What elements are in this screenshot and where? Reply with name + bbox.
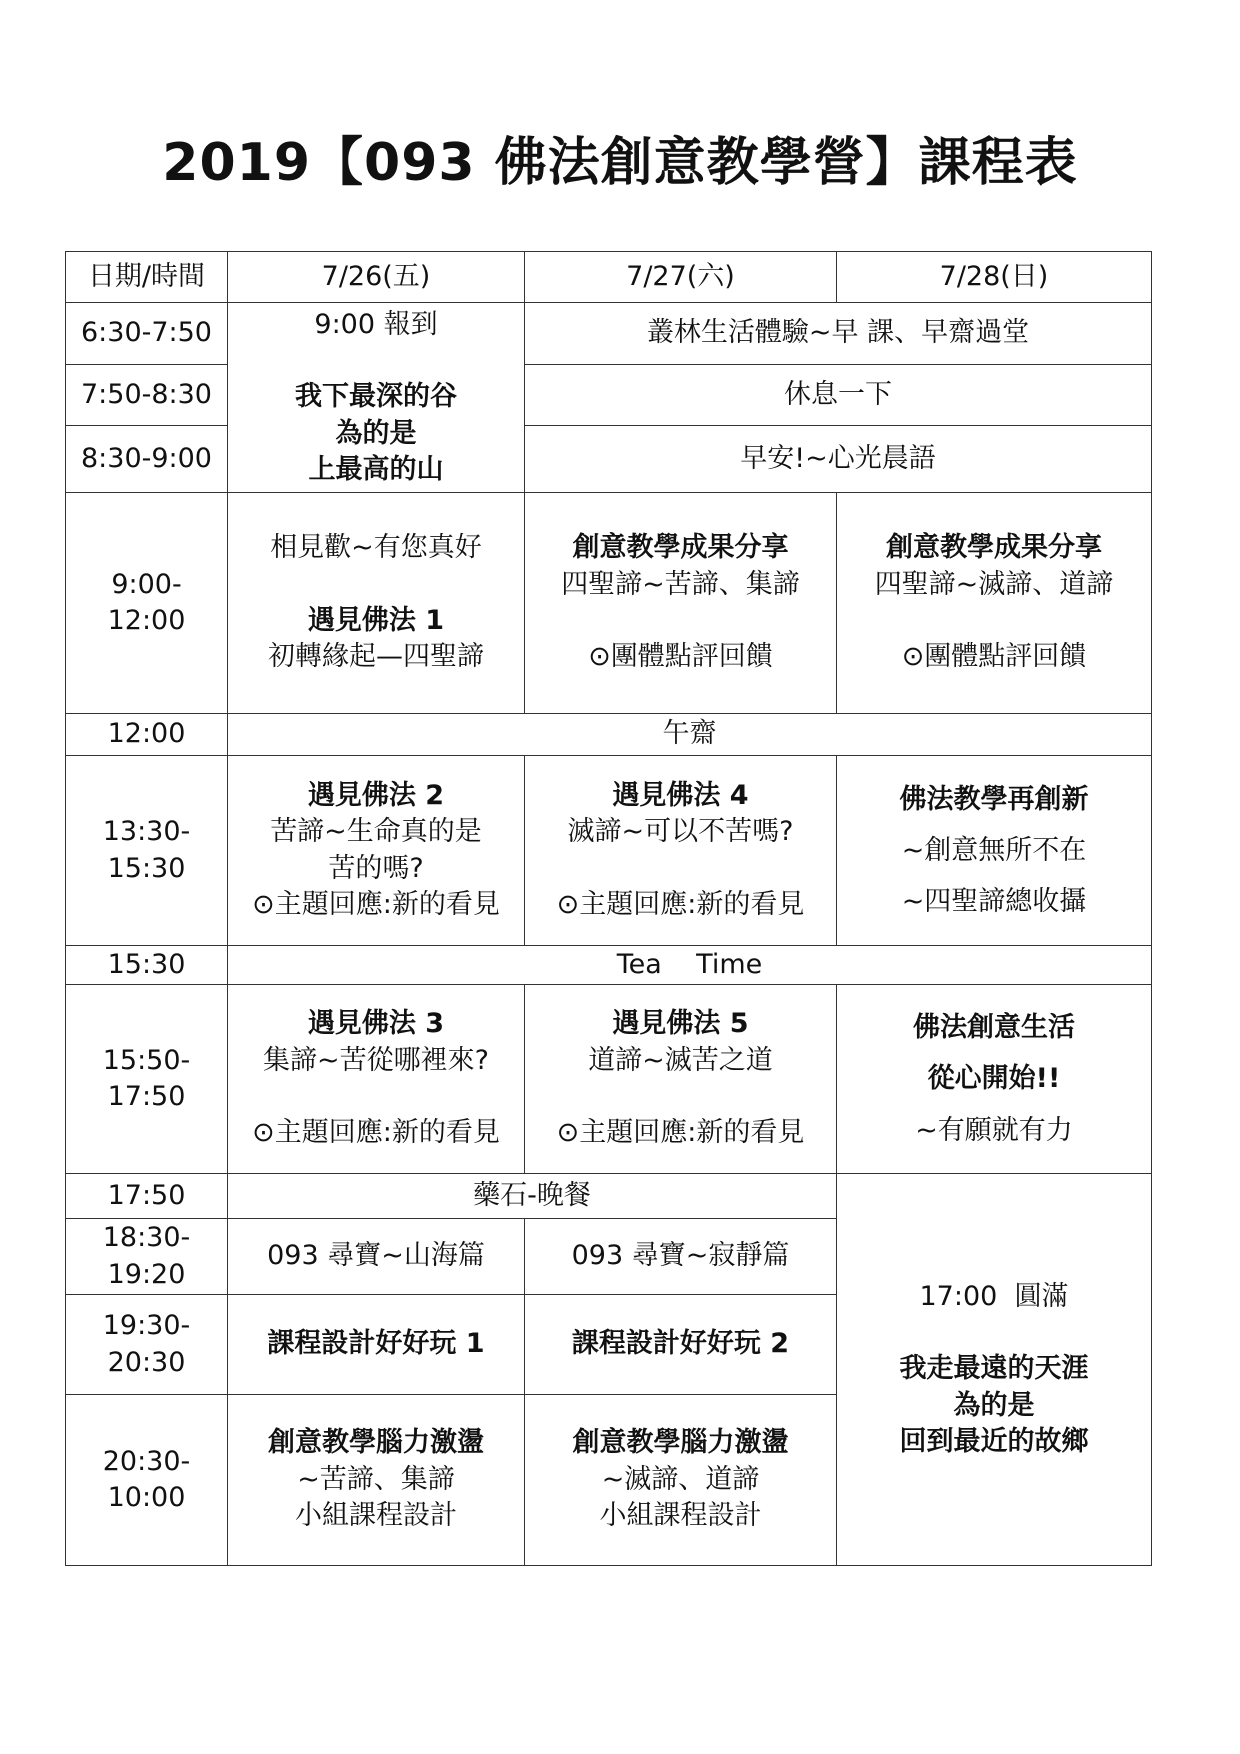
time-cell: 17:50 (66, 1174, 228, 1219)
header-cell: 7/28(日) (837, 252, 1152, 303)
table-row (66, 756, 1152, 946)
day2-ev2-cell: 課程設計好好玩 2 (525, 1295, 837, 1395)
day1-pm2-cell (228, 985, 525, 1174)
page-title: 2019【093 佛法創意教學營】課程表 (162, 133, 1078, 193)
table-row (66, 714, 1152, 756)
activity-text: 道諦~滅苦之道 (588, 1044, 773, 1076)
activity-heading: 創意教學成果分享 (572, 532, 789, 564)
shared-activity-cell: Tea Time (228, 946, 1152, 985)
time-cell: 15:30 (66, 946, 228, 985)
activity-text: 初轉緣起—四聖諦 (268, 641, 484, 673)
table-row (66, 985, 1152, 1174)
activity-text: 相見歡~有您真好 (270, 532, 482, 564)
time-cell: 8:30-9:00 (66, 426, 228, 493)
activity-text: 集諦~苦從哪裡來? (263, 1044, 489, 1076)
poem-line: 回到最近的故鄉 (899, 1425, 1089, 1457)
day2-ev1-cell: 093 尋寶~寂靜篇 (525, 1219, 837, 1295)
day1-ev1-cell: 093 尋寶~山海篇 (228, 1219, 525, 1295)
table-header-row (66, 252, 1152, 303)
activity-heading: 創意教學成果分享 (886, 532, 1102, 564)
table-row (66, 303, 1152, 365)
time-cell: 19:30- 20:30 (66, 1295, 228, 1395)
poem-line: 上最高的山 (308, 454, 444, 486)
activity-text: ~苦諦、集諦 (297, 1463, 455, 1495)
day1-pm1-cell (228, 756, 525, 946)
header-cell: 日期/時間 (66, 252, 228, 303)
day1-ev2-cell: 課程設計好好玩 1 (228, 1295, 525, 1395)
day1-ev3-cell (228, 1395, 525, 1566)
closing-time: 17:00 圓滿 (919, 1280, 1069, 1312)
shared-activity-cell: 叢林生活體驗~早 課、早齋過堂 (525, 303, 1152, 365)
poem-line: 為的是 (335, 417, 417, 449)
activity-text: ⊙團體點評回饋 (588, 641, 773, 673)
day2-am-cell (525, 493, 837, 714)
activity-text: 滅諦~可以不苦嗎? (567, 816, 794, 848)
activity-text: 小組課程設計 (599, 1500, 762, 1532)
time-cell: 18:30- 19:20 (66, 1219, 228, 1295)
activity-heading: 遇見佛法 5 (612, 1008, 749, 1040)
activity-heading: 遇見佛法 4 (612, 779, 749, 811)
time-cell: 15:50- 17:50 (66, 985, 228, 1174)
activity-text: ⊙主題回應:新的看見 (252, 1117, 500, 1149)
time-cell: 12:00 (66, 714, 228, 756)
activity-text: ⊙主題回應:新的看見 (556, 1117, 805, 1149)
day2-pm2-cell (525, 985, 837, 1174)
activity-text: 四聖諦~滅諦、道諦 (874, 568, 1114, 600)
day3-pm1-cell (837, 756, 1152, 946)
poem-line: 我下最深的谷 (295, 381, 457, 413)
activity-heading: 佛法創意生活 (913, 1012, 1075, 1044)
activity-text: 四聖諦~苦諦、集諦 (561, 568, 800, 600)
activity-heading: 佛法教學再創新 (899, 783, 1089, 815)
poem-line: 我走最遠的天涯 (899, 1353, 1089, 1385)
header-cell: 7/26(五) (228, 252, 525, 303)
shared-activity-cell: 藥石-晚餐 (228, 1174, 837, 1219)
activity-heading: 遇見佛法 1 (307, 604, 445, 636)
table-row (66, 493, 1152, 714)
day1-morning-cell (228, 303, 525, 493)
activity-text: ⊙主題回應:新的看見 (252, 888, 500, 920)
header-cell: 7/27(六) (525, 252, 837, 303)
activity-text: 小組課程設計 (295, 1500, 457, 1532)
time-cell: 9:00- 12:00 (66, 493, 228, 714)
activity-heading: 創意教學腦力激盪 (572, 1427, 789, 1459)
activity-text: ⊙主題回應:新的看見 (556, 888, 805, 920)
time-cell: 13:30- 15:30 (66, 756, 228, 946)
activity-text: 苦諦~生命真的是 (270, 816, 482, 848)
activity-heading: 遇見佛法 2 (307, 779, 445, 811)
day3-pm2-cell (837, 985, 1152, 1174)
day2-pm1-cell (525, 756, 837, 946)
checkin-text: 9:00 報到 (314, 309, 438, 340)
table-row (66, 1174, 1152, 1219)
activity-text: ~有願就有力 (915, 1114, 1073, 1146)
day3-closing-cell (837, 1174, 1152, 1566)
activity-text: ⊙團體點評回饋 (901, 641, 1087, 673)
time-cell: 7:50-8:30 (66, 365, 228, 426)
day1-am-cell (228, 493, 525, 714)
day2-ev3-cell (525, 1395, 837, 1566)
activity-text: ~滅諦、道諦 (601, 1463, 760, 1495)
activity-text: ~創意無所不在 (901, 834, 1087, 866)
schedule-table (65, 251, 1152, 1566)
activity-heading: 從心開始!! (927, 1063, 1061, 1095)
poem-line: 為的是 (953, 1389, 1035, 1421)
time-cell: 6:30-7:50 (66, 303, 228, 365)
activity-heading: 創意教學腦力激盪 (268, 1427, 484, 1459)
shared-activity-cell: 午齋 (228, 714, 1152, 756)
shared-activity-cell: 早安!~心光晨語 (525, 426, 1152, 493)
activity-text: 苦的嗎? (328, 852, 424, 884)
activity-heading: 遇見佛法 3 (307, 1008, 445, 1040)
shared-activity-cell: 休息一下 (525, 365, 1152, 426)
day3-am-cell (837, 493, 1152, 714)
table-row (66, 946, 1152, 985)
activity-text: ~四聖諦總收攝 (901, 886, 1087, 918)
time-cell: 20:30- 10:00 (66, 1395, 228, 1566)
